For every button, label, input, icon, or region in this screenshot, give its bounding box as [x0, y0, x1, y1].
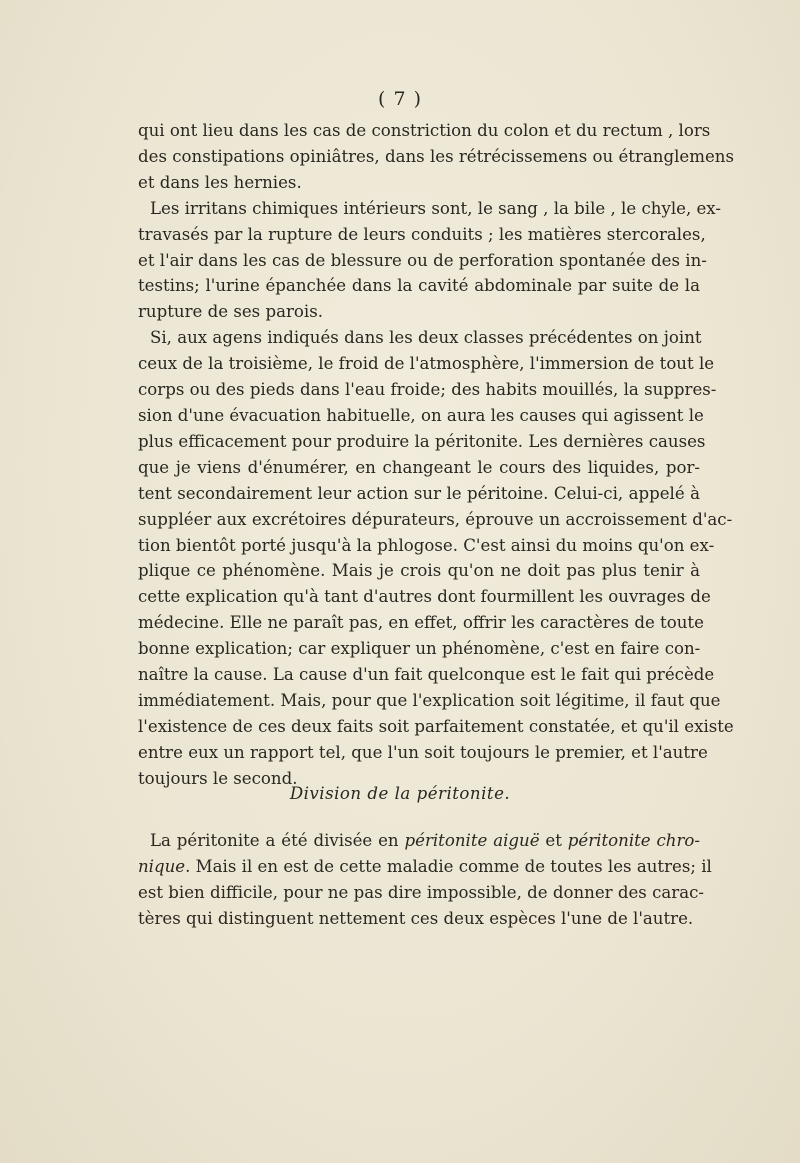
text-line: cette explication qu'à tant d'autres dont fourmillent les ouvrages de — [138, 587, 711, 607]
text-line: travasés par la rupture de leurs conduits ; les matières stercorales, — [138, 224, 706, 244]
text-line: tion bientôt porté jusqu'à la phlogose. C'est ainsi du moins qu'on ex- — [138, 535, 715, 555]
text-line: ceux de la troisième, le froid de l'atmosphère, l'immersion de tout le — [138, 354, 715, 374]
text-line: testins; l'urine épanchée dans la cavité abdominale par suite de la — [138, 276, 700, 296]
text-line: Les irritans chimiques intérieurs sont, le sang , la bile , le chyle, ex- — [150, 198, 721, 218]
text-line: toujours le second. — [138, 768, 298, 788]
text-line: l'existence de ces deux faits soit parfaitement constatée, et qu'il existe — [138, 716, 734, 736]
text-line: Si, aux agens indiqués dans les deux classes précédentes on joint — [150, 328, 702, 348]
paragraph-1 — [138, 118, 734, 196]
section-heading: Division de la péritonite. — [289, 784, 511, 803]
text-line: que je viens d'énumérer, en changeant le cours des liquides, por- — [138, 457, 700, 477]
paragraph-4 — [138, 828, 712, 932]
text-line — [138, 828, 700, 854]
text-line: plique ce phénomène. Mais je crois qu'on ne doit pas plus tenir à — [138, 561, 700, 581]
text-run: La péritonite a été divisée en — [150, 831, 405, 850]
text-line: immédiatement. Mais, pour que l'explication soit légitime, il faut que — [138, 690, 721, 710]
text-line: plus efficacement pour produire la péritonite. Les dernières causes — [138, 431, 706, 451]
italic-term: nique — [138, 856, 186, 876]
text-run: . Mais il en est de cette maladie comme de toutes les autres; il — [185, 856, 712, 876]
page-number: ( 7 ) — [378, 88, 422, 110]
text-line: est bien difficile, pour ne pas dire impossible, de donner des carac- — [138, 882, 705, 902]
text-line: et l'air dans les cas de blessure ou de perforation spontanée des in- — [138, 250, 707, 270]
text-line: corps ou des pieds dans l'eau froide; des habits mouillés, la suppres- — [138, 380, 717, 400]
text-line: qui ont lieu dans les cas de constriction du colon et du rectum , lors — [138, 121, 711, 140]
text-line: naître la cause. La cause d'un fait quelconque est le fait qui précède — [138, 665, 715, 685]
text-line: suppléer aux excrétoires dépurateurs, éprouve un accroissement d'ac- — [138, 509, 733, 529]
text-line: tent secondairement leur action sur le péritoine. Celui-ci, appelé à — [138, 483, 700, 503]
text-line: médecine. Elle ne paraît pas, en effet, offrir les caractères de toute — [138, 613, 704, 633]
text-line: et dans les hernies. — [138, 172, 302, 192]
text-line: sion d'une évacuation habituelle, on aura les causes qui agissent le — [138, 405, 704, 425]
italic-term: péritonite aiguë — [404, 831, 540, 850]
text-line: rupture de ses parois. — [138, 302, 324, 322]
text-line: des constipations opiniâtres, dans les rétrécissemens ou étranglemens — [138, 146, 734, 166]
text-line: bonne explication; car expliquer un phénomène, c'est en faire con- — [138, 639, 701, 659]
text-line: tères qui distinguent nettement ces deux espèces l'une de l'autre. — [138, 908, 694, 928]
paragraph-3 — [138, 325, 734, 791]
text-line: entre eux un rapport tel, que l'un soit toujours le premier, et l'autre — [138, 742, 708, 762]
text-run: et — [539, 831, 568, 850]
text-line — [138, 854, 712, 880]
body-text — [138, 118, 734, 792]
paragraph-2 — [138, 196, 721, 326]
italic-term: péritonite chro- — [567, 831, 701, 850]
body-text-section — [138, 828, 712, 932]
